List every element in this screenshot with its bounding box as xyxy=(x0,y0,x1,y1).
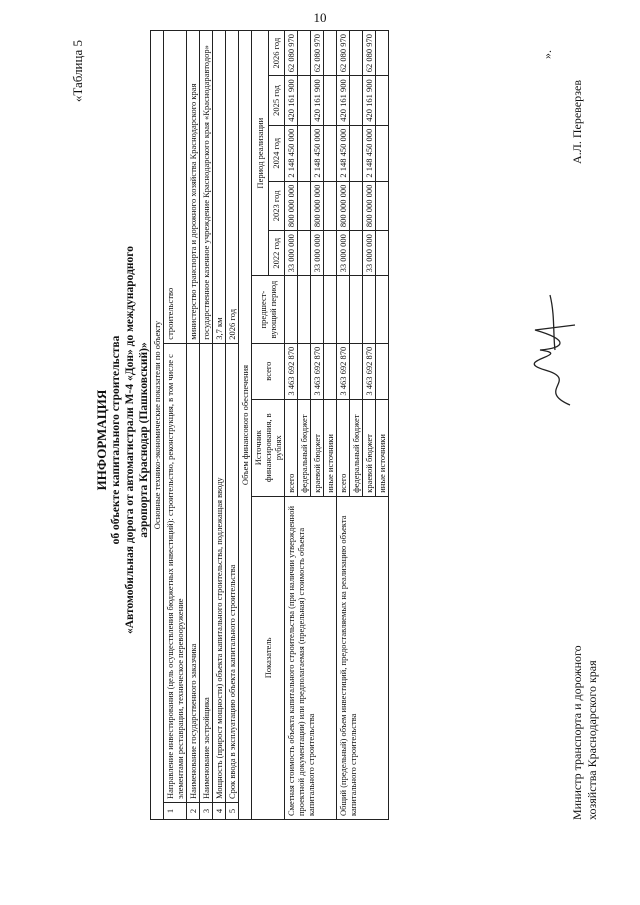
section-1-header: Основные технико-экономические показатели по объекту xyxy=(151,31,164,820)
info-row xyxy=(164,31,187,820)
fin-header-row xyxy=(252,31,269,820)
row-value: строительство xyxy=(164,31,187,344)
fin-source: иные источники xyxy=(376,399,389,496)
signatory-title xyxy=(570,645,600,820)
fin-year-value xyxy=(324,31,337,76)
row-label: Направление инвестирования (цель осуществления бюджетных инвестиций): строительство, реконструкция, в том числе с элементами реставрации, техническое перевооружение xyxy=(164,343,187,802)
fin-row xyxy=(285,31,298,820)
fin-year-value: 800 000 000 xyxy=(363,181,376,231)
fin-year-value xyxy=(298,125,311,181)
fin-source: краевой бюджет xyxy=(363,399,376,496)
header-year: 2025 год xyxy=(268,76,285,126)
page-number: 10 xyxy=(313,10,327,25)
fin-year-value xyxy=(324,125,337,181)
fin-year-value: 62 080 970 xyxy=(285,31,298,76)
fin-year-value: 800 000 000 xyxy=(285,181,298,231)
header-year: 2022 год xyxy=(268,231,285,276)
row-value: 3,7 км xyxy=(213,31,226,344)
fin-previous xyxy=(376,276,389,343)
title-line-1: ИНФОРМАЦИЯ xyxy=(94,389,109,491)
row-label: Наименование застройщика xyxy=(200,343,213,802)
info-table xyxy=(150,30,389,820)
handwritten-signature xyxy=(525,290,590,410)
header-source: Источник финансирования, в рублях xyxy=(252,399,285,496)
row-number: 5 xyxy=(226,803,239,820)
title-line-4: аэропорта Краснодар (Пашковский)» xyxy=(138,342,150,538)
fin-year-value xyxy=(376,31,389,76)
fin-year-value xyxy=(376,181,389,231)
fin-year-value: 2 148 450 000 xyxy=(363,125,376,181)
fin-year-value xyxy=(298,31,311,76)
row-value: министерство транспорта и дорожного хозяйства Краснодарского края xyxy=(187,31,200,344)
header-previous-period: предшест-вующий период xyxy=(252,276,285,343)
fin-year-value: 33 000 000 xyxy=(337,231,350,276)
fin-year-value xyxy=(376,125,389,181)
fin-year-value xyxy=(376,231,389,276)
title-line-2: об объекте капитального строительства xyxy=(110,335,122,545)
fin-indicator: Сметная стоимость объекта капитального строительства (при наличии утвержденной проектной документации) или предполагаемая (предельная) стоимость объекта капитального строительства xyxy=(285,496,337,819)
fin-year-value: 2 148 450 000 xyxy=(311,125,324,181)
fin-total xyxy=(324,343,337,399)
row-value: 2026 год xyxy=(226,31,239,344)
fin-previous xyxy=(285,276,298,343)
closing-quote: ». xyxy=(540,50,554,59)
fin-year-value xyxy=(376,76,389,126)
section-header-row xyxy=(151,31,164,820)
fin-year-value: 420 161 900 xyxy=(311,76,324,126)
header-year: 2026 год xyxy=(268,31,285,76)
row-number: 4 xyxy=(213,803,226,820)
fin-indicator: Общий (предельный) объем инвестиций, предоставляемых на реализацию объекта капитального строительства xyxy=(337,496,389,819)
fin-total: 3 463 692 870 xyxy=(363,343,376,399)
fin-source: федеральный бюджет xyxy=(350,399,363,496)
section-2-header: Объем финансового обеспечения xyxy=(239,31,252,820)
fin-source: федеральный бюджет xyxy=(298,399,311,496)
fin-year-value xyxy=(298,181,311,231)
fin-year-value: 2 148 450 000 xyxy=(285,125,298,181)
fin-total: 3 463 692 870 xyxy=(285,343,298,399)
fin-year-value: 33 000 000 xyxy=(363,231,376,276)
signatory-title-line-1: Министр транспорта и дорожного xyxy=(570,645,584,820)
fin-year-value xyxy=(350,231,363,276)
fin-row xyxy=(337,31,350,820)
fin-year-value: 420 161 900 xyxy=(337,76,350,126)
fin-year-value xyxy=(350,31,363,76)
row-number: 3 xyxy=(200,803,213,820)
fin-year-value: 2 148 450 000 xyxy=(337,125,350,181)
fin-year-value xyxy=(350,76,363,126)
fin-year-value: 800 000 000 xyxy=(311,181,324,231)
signatory-title-line-2: хозяйства Краснодарского края xyxy=(585,660,599,820)
fin-year-value: 33 000 000 xyxy=(285,231,298,276)
fin-total xyxy=(350,343,363,399)
fin-source: иные источники xyxy=(324,399,337,496)
document-title xyxy=(95,100,151,780)
fin-total: 3 463 692 870 xyxy=(337,343,350,399)
fin-year-value xyxy=(350,125,363,181)
fin-total xyxy=(298,343,311,399)
fin-year-value: 33 000 000 xyxy=(311,231,324,276)
signatory-name: А.Л. Переверзев xyxy=(570,80,584,164)
row-label: Наименование государственного заказчика xyxy=(187,343,200,802)
info-row xyxy=(187,31,200,820)
fin-year-value: 62 080 970 xyxy=(311,31,324,76)
fin-year-value: 800 000 000 xyxy=(337,181,350,231)
fin-year-value xyxy=(298,231,311,276)
fin-year-value: 420 161 900 xyxy=(363,76,376,126)
info-row xyxy=(226,31,239,820)
title-line-3: «Автомобильная дорога от автомагистрали М-4 «Дон» до международного xyxy=(124,246,136,634)
fin-source: краевой бюджет xyxy=(311,399,324,496)
fin-year-value xyxy=(324,181,337,231)
row-label: Мощность (прирост мощности) объекта капитального строительства, подлежащая вводу xyxy=(213,343,226,802)
fin-previous xyxy=(337,276,350,343)
header-year: 2024 год xyxy=(268,125,285,181)
fin-year-value: 62 080 970 xyxy=(363,31,376,76)
fin-year-value xyxy=(350,181,363,231)
fin-year-value xyxy=(324,76,337,126)
fin-source: всего xyxy=(337,399,350,496)
rotated-page-content xyxy=(70,34,630,840)
header-total: всего xyxy=(252,343,285,399)
fin-year-value xyxy=(298,76,311,126)
fin-previous xyxy=(311,276,324,343)
section-header-row xyxy=(239,31,252,820)
row-label: Срок ввода в эксплуатацию объекта капитального строительства xyxy=(226,343,239,802)
info-row xyxy=(213,31,226,820)
fin-year-value: 62 080 970 xyxy=(337,31,350,76)
header-period: Период реализации xyxy=(252,31,269,276)
row-value: государственное казенное учреждение Краснодарского края «Краснодаравтодор» xyxy=(200,31,213,344)
fin-source: всего xyxy=(285,399,298,496)
header-indicator: Показатель xyxy=(252,496,285,819)
fin-year-value xyxy=(324,231,337,276)
row-number: 1 xyxy=(164,803,187,820)
fin-year-value: 420 161 900 xyxy=(285,76,298,126)
info-row xyxy=(200,31,213,820)
fin-total: 3 463 692 870 xyxy=(311,343,324,399)
table-tag: «Таблица 5 xyxy=(70,40,85,103)
fin-previous xyxy=(350,276,363,343)
row-number: 2 xyxy=(187,803,200,820)
fin-total xyxy=(376,343,389,399)
fin-previous xyxy=(324,276,337,343)
fin-previous xyxy=(298,276,311,343)
fin-previous xyxy=(363,276,376,343)
header-year: 2023 год xyxy=(268,181,285,231)
